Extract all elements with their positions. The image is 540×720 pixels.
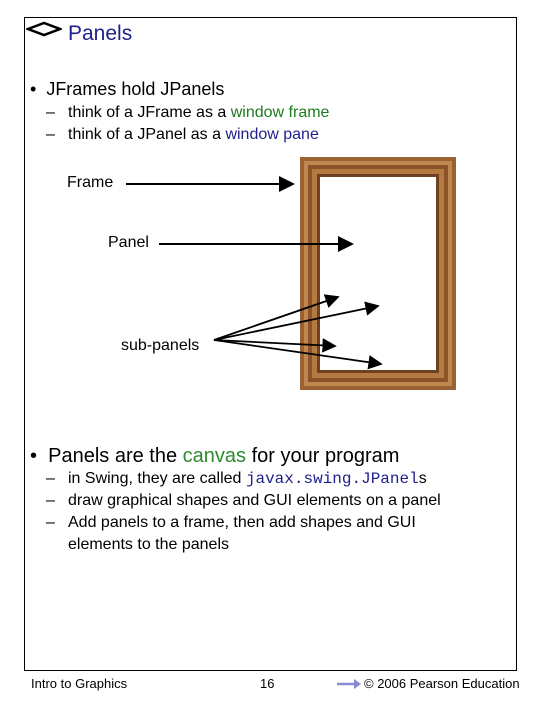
slide-title: Panels (68, 22, 133, 45)
label-panel: Panel (108, 234, 149, 251)
arrow-right-icon (336, 678, 362, 690)
sub-bullet-add: – Add panels to a frame, then add shapes and GUI (46, 514, 416, 531)
sub-bullet-draw: – draw graphical shapes and GUI elements on a panel (46, 492, 441, 509)
bullet-jframes: • JFrames hold JPanels (30, 79, 225, 99)
footer-page-number: 16 (260, 676, 275, 691)
footer-course: Intro to Graphics (31, 676, 128, 691)
label-subpanels: sub-panels (121, 337, 200, 354)
footer-copyright: © 2006 Pearson Education (364, 676, 520, 691)
sub-bullet-pane: – think of a JPanel as a window pane (46, 126, 319, 143)
sub-bullet-add-cont: elements to the panels (68, 536, 229, 553)
sub-bullet-frame: – think of a JFrame as a window frame (46, 104, 330, 121)
label-frame: Frame (67, 174, 114, 191)
sub-bullet-swing: – in Swing, they are called javax.swing.JPanels (46, 470, 427, 488)
bullet-canvas: • Panels are the canvas for your program (30, 445, 400, 467)
